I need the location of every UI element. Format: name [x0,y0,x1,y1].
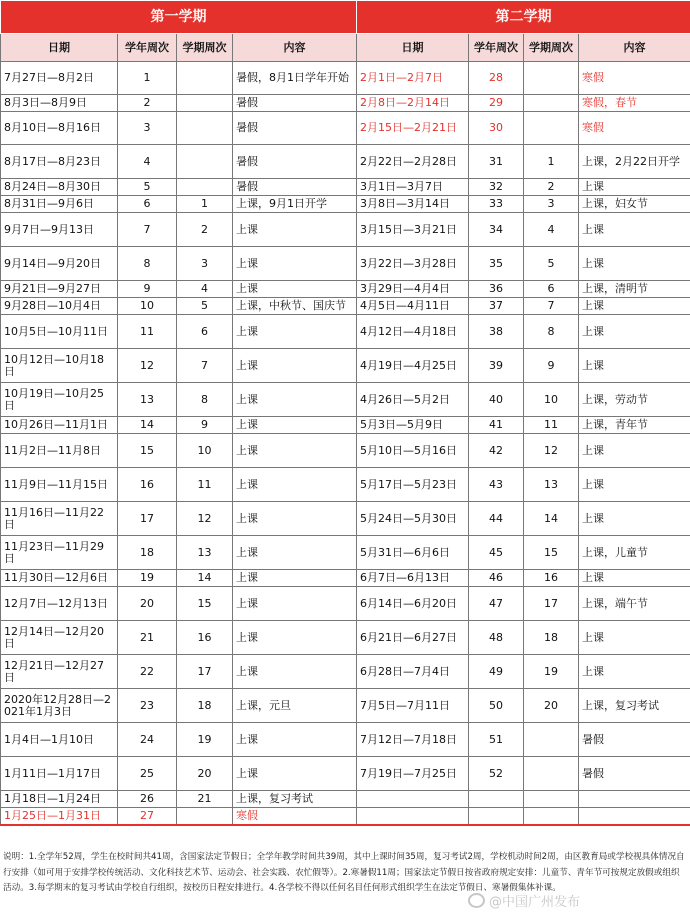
term1-term-week-cell: 9 [177,417,233,434]
term2-date-cell: 4月19日—4月25日 [357,349,469,383]
table-row [1,95,690,112]
term1-content-cell: 上课，中秋节、国庆节 [233,298,357,315]
term1-content-cell: 寒假 [233,808,357,825]
term2-term-week-cell [524,62,579,95]
term1-term-week-cell: 6 [177,315,233,349]
term1-year-week-cell: 7 [118,213,177,247]
table-row [1,587,690,621]
term2-date-cell: 6月21日—6月27日 [357,621,469,655]
term2-date-cell: 2月8日—2月14日 [357,95,469,112]
term2-title: 第二学期 [357,1,690,34]
term1-content-cell: 暑假 [233,95,357,112]
term1-term-week-cell [177,112,233,145]
term1-term-week-cell: 7 [177,349,233,383]
term1-term-week-cell: 19 [177,723,233,757]
term1-year-week-cell: 23 [118,689,177,723]
term1-content-cell: 上课 [233,757,357,791]
term2-content-cell: 上课 [579,468,690,502]
term2-content-cell: 寒假 [579,62,690,95]
term1-content-cell: 上课，复习考试 [233,791,357,808]
term1-content-cell: 暑假 [233,112,357,145]
term1-date-cell: 8月10日—8月16日 [1,112,118,145]
term2-date-cell: 5月17日—5月23日 [357,468,469,502]
term1-date-cell: 11月16日—11月22日 [1,502,118,536]
term1-content-cell: 上课 [233,502,357,536]
watermark [468,891,580,910]
term2-term-week-cell [524,808,579,825]
term2-year-week-cell [469,791,524,808]
term1-term-week-cell: 8 [177,383,233,417]
term2-term-week-cell: 16 [524,570,579,587]
term1-date-cell: 11月30日—12月6日 [1,570,118,587]
term2-year-week-header: 学年周次 [469,34,524,62]
term1-content-cell: 暑假 [233,145,357,179]
term1-year-week-cell: 12 [118,349,177,383]
term1-term-week-cell: 15 [177,587,233,621]
table-row [1,621,690,655]
term1-term-week-cell: 1 [177,196,233,213]
term2-content-cell: 上课 [579,349,690,383]
term2-term-week-cell [524,95,579,112]
term2-term-week-cell: 6 [524,281,579,298]
term2-year-week-cell: 42 [469,434,524,468]
term1-content-cell: 上课 [233,570,357,587]
notes-text: 说明：1.全学年52周，学生在校时间共41周，含国家法定节假日；全学年教学时间共39周，其中上课时间35周，复习考试2周，学校机动时间2周，由区教育局或学校视具体情况自行安排（如可用于安排学校传统活动、文化科技艺术节、运动会、社会实践、农忙假等）。2.寒暑假11周；国家法定节假日按省政府规定安排：儿童节、青年节可按规定放假或组织活动。3.每学期末的复习考试由学校自行组织，按校历日程安排进行。4.各学校不得以任何名目任何形式组织学生在法定节假日、寒暑假集体补课。 [3,852,685,893]
term2-term-week-cell [524,757,579,791]
term2-term-week-cell: 5 [524,247,579,281]
term1-date-cell: 11月23日—11月29日 [1,536,118,570]
table-row [1,247,690,281]
term1-date-cell: 1月25日—1月31日 [1,808,118,825]
term1-year-week-cell: 25 [118,757,177,791]
term2-year-week-cell: 28 [469,62,524,95]
term2-term-week-cell: 7 [524,298,579,315]
term1-date-cell: 8月24日—8月30日 [1,179,118,196]
term2-term-week-cell: 8 [524,315,579,349]
term1-content-cell: 上课 [233,281,357,298]
term2-year-week-cell: 30 [469,112,524,145]
term1-year-week-cell: 13 [118,383,177,417]
term2-content-cell: 上课 [579,621,690,655]
term2-content-cell: 上课，端午节 [579,587,690,621]
term1-year-week-cell: 6 [118,196,177,213]
term2-year-week-cell: 40 [469,383,524,417]
term2-content-cell: 上课 [579,315,690,349]
term2-date-cell: 5月10日—5月16日 [357,434,469,468]
term1-date-cell: 10月5日—10月11日 [1,315,118,349]
term2-term-week-cell: 10 [524,383,579,417]
term1-date-cell: 10月12日—10月18日 [1,349,118,383]
table-row [1,434,690,468]
term1-term-week-cell: 18 [177,689,233,723]
term1-term-week-cell: 12 [177,502,233,536]
term2-term-week-cell: 15 [524,536,579,570]
term2-content-cell: 上课 [579,655,690,689]
term2-term-week-cell: 17 [524,587,579,621]
term1-year-week-header: 学年周次 [118,34,177,62]
term2-content-cell: 上课，2月22日开学 [579,145,690,179]
term1-date-cell: 9月14日—9月20日 [1,247,118,281]
term1-date-cell: 12月7日—12月13日 [1,587,118,621]
term1-date-cell: 11月9日—11月15日 [1,468,118,502]
term2-date-cell: 6月14日—6月20日 [357,587,469,621]
term2-content-cell: 上课 [579,502,690,536]
term1-content-cell: 暑假，8月1日学年开始 [233,62,357,95]
table-row [1,808,690,825]
table-row [1,281,690,298]
term1-term-week-cell: 20 [177,757,233,791]
table-row [1,315,690,349]
term1-content-cell: 上课 [233,536,357,570]
term2-year-week-cell: 38 [469,315,524,349]
term1-date-cell: 8月3日—8月9日 [1,95,118,112]
term1-year-week-cell: 1 [118,62,177,95]
term2-date-cell: 6月7日—6月13日 [357,570,469,587]
term2-date-header: 日期 [357,34,469,62]
table-row [1,213,690,247]
term-title-row [1,1,690,34]
term2-term-week-cell: 14 [524,502,579,536]
table-row [1,536,690,570]
term2-content-cell: 上课 [579,247,690,281]
term2-content-cell: 上课，妇女节 [579,196,690,213]
term2-year-week-cell: 37 [469,298,524,315]
term2-date-cell: 2月22日—2月28日 [357,145,469,179]
term1-date-cell: 1月18日—1月24日 [1,791,118,808]
term2-term-week-header: 学期周次 [524,34,579,62]
term1-year-week-cell: 27 [118,808,177,825]
term2-content-cell [579,791,690,808]
term1-date-header: 日期 [1,34,118,62]
term1-date-cell: 7月27日—8月2日 [1,62,118,95]
term2-date-cell: 7月19日—7月25日 [357,757,469,791]
table-row [1,757,690,791]
term2-year-week-cell: 41 [469,417,524,434]
term2-year-week-cell: 44 [469,502,524,536]
table-row [1,145,690,179]
term2-content-cell: 上课 [579,179,690,196]
term1-year-week-cell: 5 [118,179,177,196]
term1-year-week-cell: 20 [118,587,177,621]
term1-content-cell: 上课，元旦 [233,689,357,723]
term1-content-cell: 暑假 [233,179,357,196]
term2-content-cell: 寒假，春节 [579,95,690,112]
weibo-icon [468,893,485,908]
term1-date-cell: 8月31日—9月6日 [1,196,118,213]
term1-term-week-cell: 2 [177,213,233,247]
term1-content-cell: 上课 [233,213,357,247]
term2-content-header: 内容 [579,34,690,62]
term2-term-week-cell: 2 [524,179,579,196]
term1-date-cell: 10月26日—11月1日 [1,417,118,434]
term1-content-cell: 上课 [233,315,357,349]
term2-year-week-cell: 31 [469,145,524,179]
term2-date-cell: 5月3日—5月9日 [357,417,469,434]
table-row [1,179,690,196]
term2-content-cell: 暑假 [579,723,690,757]
term1-term-week-cell: 14 [177,570,233,587]
term2-content-cell: 上课 [579,298,690,315]
term2-date-cell [357,791,469,808]
term2-year-week-cell: 43 [469,468,524,502]
term2-date-cell: 3月29日—4月4日 [357,281,469,298]
term2-year-week-cell: 50 [469,689,524,723]
term2-date-cell: 2月1日—2月7日 [357,62,469,95]
term2-term-week-cell: 19 [524,655,579,689]
term2-date-cell: 4月26日—5月2日 [357,383,469,417]
term1-content-cell: 上课 [233,468,357,502]
term1-term-week-cell: 4 [177,281,233,298]
term1-year-week-cell: 18 [118,536,177,570]
term1-title: 第一学期 [1,1,357,34]
table-row [1,298,690,315]
term2-term-week-cell: 3 [524,196,579,213]
table-row [1,570,690,587]
table-row [1,383,690,417]
term2-term-week-cell [524,112,579,145]
term1-term-week-cell: 3 [177,247,233,281]
term2-year-week-cell: 32 [469,179,524,196]
term2-content-cell: 寒假 [579,112,690,145]
term1-term-week-cell [177,179,233,196]
term2-date-cell: 5月31日—6月6日 [357,536,469,570]
table-row [1,112,690,145]
term1-year-week-cell: 9 [118,281,177,298]
term1-year-week-cell: 4 [118,145,177,179]
term1-date-cell: 2020年12月28日—2021年1月3日 [1,689,118,723]
term2-year-week-cell: 52 [469,757,524,791]
term2-term-week-cell: 18 [524,621,579,655]
term1-year-week-cell: 21 [118,621,177,655]
term2-date-cell: 7月12日—7月18日 [357,723,469,757]
term1-date-cell: 12月14日—12月20日 [1,621,118,655]
term1-term-week-cell [177,95,233,112]
term2-term-week-cell: 20 [524,689,579,723]
term1-year-week-cell: 10 [118,298,177,315]
term1-year-week-cell: 3 [118,112,177,145]
term2-content-cell: 上课，青年节 [579,417,690,434]
term1-year-week-cell: 24 [118,723,177,757]
term1-year-week-cell: 22 [118,655,177,689]
term1-date-cell: 9月21日—9月27日 [1,281,118,298]
term2-term-week-cell [524,791,579,808]
calendar-body [1,62,690,825]
term1-content-cell: 上课 [233,349,357,383]
term1-date-cell: 1月11日—1月17日 [1,757,118,791]
term1-date-cell: 9月7日—9月13日 [1,213,118,247]
term1-date-cell: 12月21日—12月27日 [1,655,118,689]
term2-year-week-cell: 46 [469,570,524,587]
term2-term-week-cell: 13 [524,468,579,502]
table-row [1,689,690,723]
term1-content-cell: 上课 [233,723,357,757]
term1-year-week-cell: 16 [118,468,177,502]
term2-year-week-cell: 47 [469,587,524,621]
term1-year-week-cell: 8 [118,247,177,281]
table-row [1,723,690,757]
term2-content-cell: 暑假 [579,757,690,791]
term1-year-week-cell: 26 [118,791,177,808]
term2-date-cell [357,808,469,825]
term2-year-week-cell: 48 [469,621,524,655]
term2-date-cell: 7月5日—7月11日 [357,689,469,723]
term1-year-week-cell: 2 [118,95,177,112]
term2-date-cell: 4月12日—4月18日 [357,315,469,349]
term2-term-week-cell: 4 [524,213,579,247]
term1-year-week-cell: 17 [118,502,177,536]
term1-term-week-cell [177,62,233,95]
term2-year-week-cell [469,808,524,825]
term1-year-week-cell: 11 [118,315,177,349]
column-header-row [1,34,690,62]
term1-content-cell: 上课，9月1日开学 [233,196,357,213]
term2-year-week-cell: 34 [469,213,524,247]
term1-content-cell: 上课 [233,434,357,468]
term2-term-week-cell: 9 [524,349,579,383]
term1-content-cell: 上课 [233,417,357,434]
term2-content-cell: 上课 [579,213,690,247]
term1-term-week-cell: 5 [177,298,233,315]
table-row [1,349,690,383]
term2-date-cell: 4月5日—4月11日 [357,298,469,315]
term2-date-cell: 3月15日—3月21日 [357,213,469,247]
term1-date-cell: 9月28日—10月4日 [1,298,118,315]
term2-year-week-cell: 33 [469,196,524,213]
term1-term-week-cell: 21 [177,791,233,808]
table-row [1,791,690,808]
term2-year-week-cell: 49 [469,655,524,689]
term2-content-cell: 上课，劳动节 [579,383,690,417]
term1-year-week-cell: 14 [118,417,177,434]
term1-content-header: 内容 [233,34,357,62]
term2-date-cell: 2月15日—2月21日 [357,112,469,145]
term1-content-cell: 上课 [233,383,357,417]
term1-term-week-cell: 16 [177,621,233,655]
term2-content-cell [579,808,690,825]
term1-content-cell: 上课 [233,621,357,655]
table-row [1,62,690,95]
table-row [1,468,690,502]
term2-content-cell: 上课，复习考试 [579,689,690,723]
term2-year-week-cell: 39 [469,349,524,383]
term2-content-cell: 上课 [579,570,690,587]
term2-date-cell: 3月8日—3月14日 [357,196,469,213]
term1-term-week-cell [177,145,233,179]
term2-year-week-cell: 45 [469,536,524,570]
term2-content-cell: 上课，儿童节 [579,536,690,570]
term2-date-cell: 3月1日—3月7日 [357,179,469,196]
term1-term-week-header: 学期周次 [177,34,233,62]
term2-content-cell: 上课，清明节 [579,281,690,298]
term1-term-week-cell: 17 [177,655,233,689]
term1-date-cell: 10月19日—10月25日 [1,383,118,417]
term2-year-week-cell: 51 [469,723,524,757]
term2-term-week-cell: 1 [524,145,579,179]
term1-year-week-cell: 15 [118,434,177,468]
term2-year-week-cell: 29 [469,95,524,112]
term2-year-week-cell: 35 [469,247,524,281]
term1-term-week-cell: 13 [177,536,233,570]
term2-date-cell: 3月22日—3月28日 [357,247,469,281]
term1-content-cell: 上课 [233,247,357,281]
term2-date-cell: 6月28日—7月4日 [357,655,469,689]
watermark-text: @中国广州发布 [489,895,581,910]
term1-year-week-cell: 19 [118,570,177,587]
term1-term-week-cell: 10 [177,434,233,468]
table-row [1,655,690,689]
term2-year-week-cell: 36 [469,281,524,298]
term1-content-cell: 上课 [233,655,357,689]
term2-content-cell: 上课 [579,434,690,468]
term1-date-cell: 1月4日—1月10日 [1,723,118,757]
term2-term-week-cell [524,723,579,757]
term1-date-cell: 8月17日—8月23日 [1,145,118,179]
term2-term-week-cell: 11 [524,417,579,434]
term1-date-cell: 11月2日—11月8日 [1,434,118,468]
term1-term-week-cell [177,808,233,825]
term2-date-cell: 5月24日—5月30日 [357,502,469,536]
table-row [1,502,690,536]
term1-term-week-cell: 11 [177,468,233,502]
table-row [1,417,690,434]
term1-content-cell: 上课 [233,587,357,621]
table-row [1,196,690,213]
term2-term-week-cell: 12 [524,434,579,468]
